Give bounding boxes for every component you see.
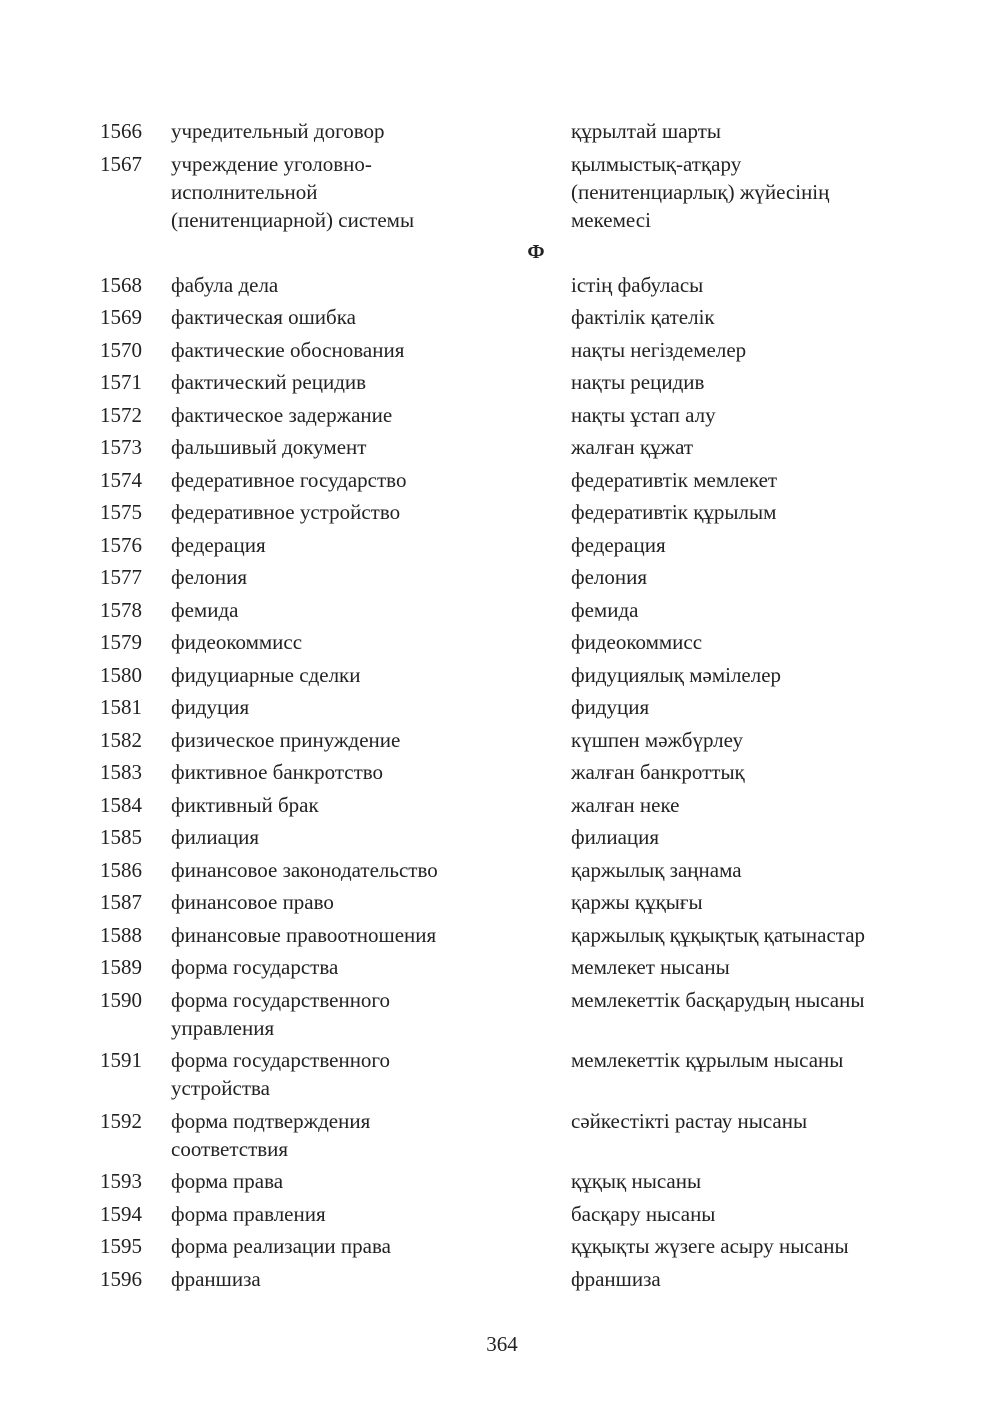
entry-row xyxy=(100,150,920,234)
entry-number: 1586 xyxy=(100,857,142,882)
russian-term: финансовое законодательство xyxy=(171,857,438,882)
entry-number: 1591 xyxy=(100,1048,142,1072)
entry-row xyxy=(100,791,920,819)
kazakh-term: мемлекет нысаны xyxy=(571,955,730,979)
russian-term: фемида xyxy=(171,597,239,622)
entry-row xyxy=(100,368,920,396)
entry-number: 1593 xyxy=(100,1169,142,1193)
russian-term: финансовое право xyxy=(171,890,334,914)
entry-row xyxy=(100,726,920,754)
kazakh-term: жалған құжат xyxy=(571,435,694,459)
russian-term: федеративное устройство xyxy=(171,500,401,524)
entry-number: 1568 xyxy=(100,272,142,297)
entry-row xyxy=(100,466,920,494)
kazakh-term: басқару нысаны xyxy=(571,1201,716,1226)
entry-row xyxy=(100,1167,920,1195)
russian-term: форма государства xyxy=(171,955,339,979)
entry-row xyxy=(100,336,920,364)
entry-number: 1577 xyxy=(100,565,142,589)
kazakh-term: құқық нысаны xyxy=(571,1169,702,1193)
russian-term: фактическое задержание xyxy=(171,402,393,427)
russian-term: фиктивный брак xyxy=(171,792,319,817)
entry-number: 1576 xyxy=(100,532,142,557)
entry-number: 1580 xyxy=(100,662,142,687)
russian-term: федерация xyxy=(171,532,266,557)
russian-term: форма правления xyxy=(171,1201,326,1226)
russian-term: фидуция xyxy=(171,695,250,719)
entry-number: 1567 xyxy=(100,151,142,176)
kazakh-term: қаржы құқығы xyxy=(571,890,703,914)
entry-row xyxy=(100,531,920,559)
kazakh-term: федерация xyxy=(571,532,666,557)
kazakh-term: жалған неке xyxy=(571,792,680,817)
russian-term: фактический рецидив xyxy=(171,370,367,394)
russian-term: фактическая ошибка xyxy=(171,305,356,329)
entry-number: 1581 xyxy=(100,695,142,719)
russian-term: форма реализации права xyxy=(171,1234,391,1258)
entry-row xyxy=(100,117,920,145)
entry-row xyxy=(100,986,920,1042)
russian-term: форма государственного устройства xyxy=(171,1048,391,1100)
entry-number: 1566 xyxy=(100,119,142,143)
page-number: 364 xyxy=(486,1332,518,1356)
russian-term: филиация xyxy=(171,825,260,849)
russian-term: франшиза xyxy=(171,1266,261,1291)
entry-number: 1572 xyxy=(100,402,142,427)
russian-term: фабула дела xyxy=(171,272,279,297)
russian-term: форма права xyxy=(171,1169,284,1193)
entry-number: 1587 xyxy=(100,890,142,914)
kazakh-term: мемлекеттік құрылым нысаны xyxy=(571,1048,844,1072)
entry-number: 1585 xyxy=(100,825,142,849)
entry-row xyxy=(100,401,920,429)
entry-number: 1588 xyxy=(100,922,142,947)
russian-term: федеративное государство xyxy=(171,467,407,492)
entry-number: 1574 xyxy=(100,467,142,492)
entry-number: 1595 xyxy=(100,1234,142,1258)
russian-term: форма подтверждения соответствия xyxy=(171,1108,371,1161)
entry-number: 1569 xyxy=(100,305,142,329)
entry-row xyxy=(100,921,920,949)
kazakh-term: қаржылық заңнама xyxy=(571,857,742,882)
kazakh-term: қаржылық құқықтық қатынастар xyxy=(571,922,866,947)
entry-number: 1594 xyxy=(100,1201,142,1226)
entry-row xyxy=(100,563,920,591)
entries-before-heading xyxy=(100,117,920,234)
russian-term: фактические обоснования xyxy=(171,337,405,362)
entry-number: 1578 xyxy=(100,597,142,622)
glossary-entries xyxy=(100,117,920,1297)
letter-heading: Ф xyxy=(527,241,545,263)
entry-row xyxy=(100,693,920,721)
entry-number: 1583 xyxy=(100,760,142,784)
entry-row xyxy=(100,433,920,461)
kazakh-term: істің фабуласы xyxy=(571,272,704,297)
entry-number: 1571 xyxy=(100,370,142,394)
entry-row xyxy=(100,758,920,786)
entry-row xyxy=(100,628,920,656)
russian-term: финансовые правоотношения xyxy=(171,922,437,947)
entry-row xyxy=(100,596,920,624)
entry-row xyxy=(100,1265,920,1293)
kazakh-term: жалған банкроттық xyxy=(571,760,745,784)
kazakh-term: нақты негіздемелер xyxy=(571,337,747,362)
kazakh-term: нақты рецидив xyxy=(571,370,705,394)
entry-row xyxy=(100,823,920,851)
entry-row xyxy=(100,953,920,981)
kazakh-term: филиация xyxy=(571,825,660,849)
kazakh-term: федеративтік мемлекет xyxy=(571,467,778,492)
russian-term: форма государственного управления xyxy=(171,987,391,1040)
russian-term: фидеокоммисс xyxy=(171,630,303,654)
entry-row xyxy=(100,661,920,689)
kazakh-term: құқықты жүзеге асыру нысаны xyxy=(571,1234,849,1258)
kazakh-term: күшпен мәжбүрлеу xyxy=(571,727,743,752)
kazakh-term: фидуция xyxy=(571,695,650,719)
russian-term: фидуциарные сделки xyxy=(171,662,361,687)
entry-row xyxy=(100,888,920,916)
entry-number: 1589 xyxy=(100,955,142,979)
entries-after-heading xyxy=(100,271,920,1293)
russian-term: физическое принуждение xyxy=(171,727,401,752)
entry-number: 1579 xyxy=(100,630,142,654)
entry-number: 1573 xyxy=(100,435,142,459)
kazakh-term: сәйкестікті растау нысаны xyxy=(571,1108,808,1133)
entry-number: 1592 xyxy=(100,1108,142,1133)
entry-number: 1590 xyxy=(100,987,142,1012)
entry-row xyxy=(100,1200,920,1228)
russian-term: учредительный договор xyxy=(171,119,385,143)
kazakh-term: қылмыстық-атқару (пенитенциарлық) жүйесінің мекемесі xyxy=(571,151,830,232)
russian-term: фиктивное банкротство xyxy=(171,760,384,784)
entry-row xyxy=(100,303,920,331)
kazakh-term: құрылтай шарты xyxy=(571,119,722,143)
entry-row xyxy=(100,1046,920,1102)
kazakh-term: нақты ұстап алу xyxy=(571,402,716,427)
russian-term: учреждение уголовно- исполнительной (пенитенциарной) системы xyxy=(171,151,415,232)
entry-number: 1570 xyxy=(100,337,142,362)
entry-row xyxy=(100,856,920,884)
russian-term: фальшивый документ xyxy=(171,435,367,459)
kazakh-term: федеративтік құрылым xyxy=(571,500,777,524)
kazakh-term: фидеокоммисс xyxy=(571,630,703,654)
entry-row xyxy=(100,271,920,299)
kazakh-term: франшиза xyxy=(571,1266,661,1291)
entry-row xyxy=(100,1107,920,1163)
entry-number: 1584 xyxy=(100,792,142,817)
kazakh-term: фемида xyxy=(571,597,639,622)
kazakh-term: фелония xyxy=(571,565,648,589)
entry-row xyxy=(100,1232,920,1260)
entry-row xyxy=(100,498,920,526)
russian-term: фелония xyxy=(171,565,248,589)
entry-number: 1575 xyxy=(100,500,142,524)
kazakh-term: мемлекеттік басқарудың нысаны xyxy=(571,987,865,1012)
entry-number: 1582 xyxy=(100,727,142,752)
kazakh-term: фактілік қателік xyxy=(571,305,715,329)
entry-number: 1596 xyxy=(100,1266,142,1291)
kazakh-term: фидуциялық мәмілелер xyxy=(571,662,782,687)
